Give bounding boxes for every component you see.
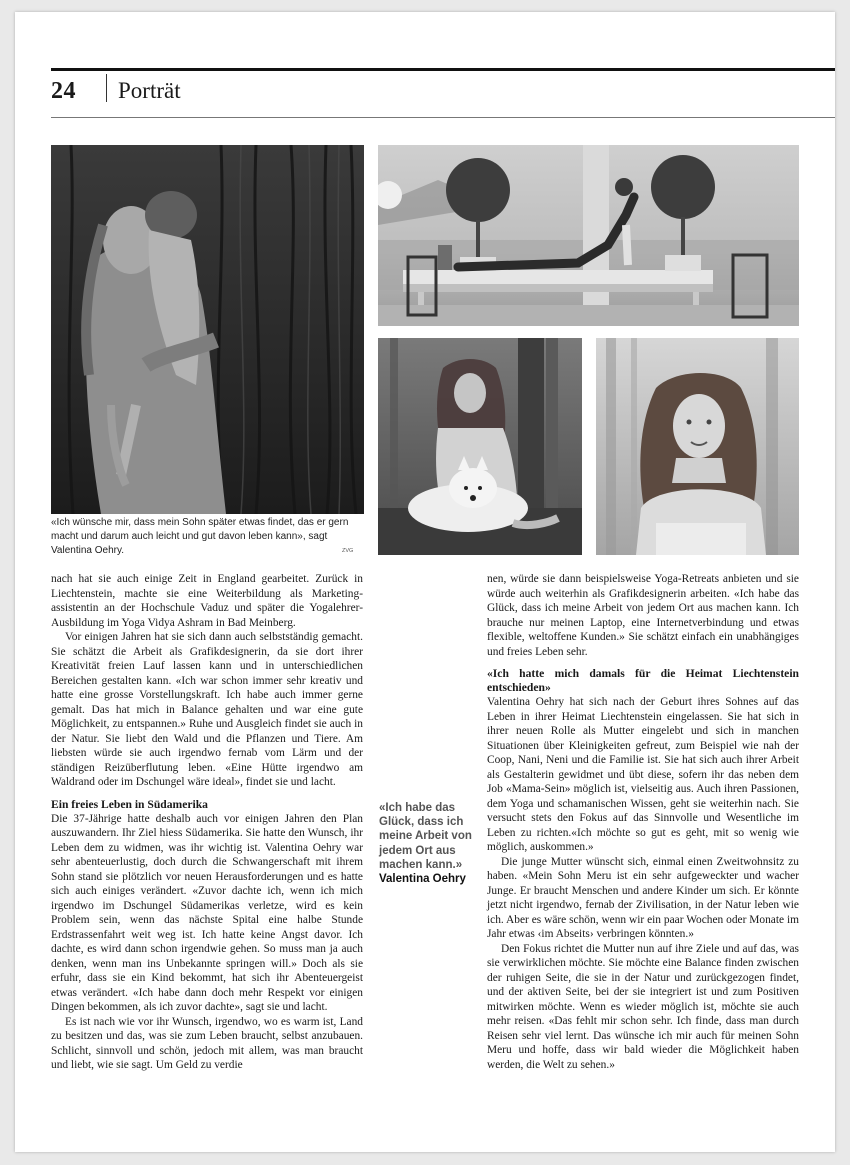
newspaper-page <box>15 12 835 1152</box>
subheading: Ein freies Leben in Südamerika <box>51 797 208 811</box>
top-rule <box>51 68 835 71</box>
photo-woman-dog <box>378 338 582 555</box>
page-number: 24 <box>51 78 76 104</box>
photo-portrait-forest <box>596 338 799 555</box>
paragraph: Vor einigen Jahren hat sie sich dann auch selbstständig gemacht. Sie schätzt die Arbeit als Grafikdesignerin, da sie dort ihrer Kreativität freien Lauf lassen kann und in unterschiedlichen Bereichen gestalten kann. «Ich war schon immer sehr kreativ und hatte eine grosse Vorstellungskraft. Ich habe auch immer gerne gemalt. Das hat mich in Balance gehalten und war eine gute Möglichkeit, zu entspannen.» Ruhe und Ausgleich findet sie auch in der Natur. Sie liebt den Wald und die Pflanzen und Tiere. Am liebsten würde sie auch irgendwo fernab vom Lärm und der ständigen Reizüberflutung leben. «Eine Hütte irgendwo am Waldrand oder im Dschungel wäre ideal», findet sie und lacht. <box>51 631 363 788</box>
photo-mother-child <box>51 145 364 514</box>
paragraph: nach hat sie auch einige Zeit in England gearbeitet. Zurück in Liechtenstein, machte sie eine Weiterbildung als Marketingassistentin an der Hochschule Vaduz und später die Yogalehrer-Ausbildung im Yoga Vidya Ashram in Bad Meinberg. <box>51 573 363 629</box>
header-divider <box>106 74 107 102</box>
paragraph: Die 37-Jährige hatte deshalb auch vor einigen Jahren den Plan auszuwandern. Ihr Ziel hiess Südamerika. Sie hatte den Wunsch, ihr Leben dem zu widmen, was ihr wichtig ist. Valentina Oehry war sehr abenteuerlustig, doch durch die Schwangerschaft mit ihrem Sohn stand sie plötzlich vor neuen Herausforderungen und es hatte sich auch einiges verändert. «Zuvor dachte ich, wenn ich mich irgendwo im Dschungel Südamerikas verletze, wird es kein Problem sein, wenn das nächste Spital eine halbe Stunde Erdstrassenfahrt weit weg ist. Ich hatte keine Angst davor. Ich dachte, es wird dann schon irgendwie gehen. So muss man ja auch denken, wenn man ins Unbekannte springen will.» Doch als sie erfuhr, dass sie ein Kind bekommt, hat sich ihr Abenteuergeist etwas verändert. «Ich habe dann doch mehr Respekt vor einigen Dingen bekommen, als ich zuvor dachte», sagt sie und lacht. <box>51 812 363 1013</box>
photo-credit: ZVG <box>342 548 354 554</box>
pull-quote <box>379 801 479 886</box>
pull-quote-author: Valentina Oehry <box>379 873 466 886</box>
article-column-left <box>51 572 363 1073</box>
paragraph: Es ist nach wie vor ihr Wunsch, irgendwo, wo es warm ist, Land zu besitzen und das, was sie zum Leben braucht, selbst anzubauen. Schlicht, sinnvoll und schön, jedoch mit allem, was man braucht und liebt, wie sie sagt. Um Geld zu verdie <box>51 1015 363 1071</box>
header-rule <box>51 117 835 118</box>
article-column-right <box>487 572 799 1072</box>
paragraph: nen, würde sie dann beispielsweise Yoga-Retreats anbieten und sie würde auch weiterhin als Grafikdesignerin arbeiten. «Ich habe das Glück, dass ich meine Arbeit von jedem Ort aus machen kann. Ich brauche nur meinen Laptop, eine Internetverbindung und etwas flexible, weltoffene Kunden.» Sie schätzt einfach ein unabhängiges und freies Leben sehr. <box>487 573 799 658</box>
paragraph: Die junge Mutter wünscht sich, einmal einen Zweitwohnsitz zu haben. «Mein Sohn Meru ist ein sehr aufgeweckter und wacher Junge. Er braucht Menschen und andere Kinder um sich. Er könnte jetzt nicht irgendwo, fernab der Zivilisation, in der Natur leben wie ich. Aber es wäre schön, wenn wir ein paar Wochen oder Monate im Jahr etwas ‹im Abseits› verbringen könnten.» <box>487 855 799 940</box>
pull-quote-text: «Ich habe das Glück, dass ich meine Arbeit von jedem Ort aus machen kann.» <box>379 802 472 871</box>
photo-yoga-platform <box>378 145 799 326</box>
subheading: «Ich hatte mich damals für die Heimat Liechtenstein entschieden» <box>487 667 799 694</box>
paragraph: Den Fokus richtet die Mutter nun auf ihre Ziele und auf das, was sie verwirklichen möchte. Sie möchte eine Balance finden zwischen der ruhigen Seite, die sie in der Natur und zurückgezogen findet, und der aktiven Seite, bei der sie integriert ist und zum Positiven mitwirken möchte. Wenn es wieder möglich ist, möchte sie auch mehr reisen. «Das fehlt mir schon sehr. Ich finde, dass man durch Reisen sehr viel lernt. Das wünsche ich mir auch für meinen Sohn Meru und hoffe, dass wir bald wieder die Möglichkeit haben werden, die Welt zu sehen.» <box>487 942 799 1071</box>
photo-caption: «Ich wünsche mir, dass mein Sohn später etwas findet, das er gern macht und darum auch leicht und gut davon leben kann», sagt Valentina Oehry. <box>51 517 349 556</box>
section-title: Porträt <box>118 78 181 103</box>
paragraph: Valentina Oehry hat sich nach der Geburt ihres Sohnes auf das Leben in ihrer Heimat Liechtenstein eingelassen. Sie hat sich in ihrer neuen Rolle als Mutter eingelebt und sich in manchen Situationen über Kleinigkeiten gefreut, zum Beispiel wie nah der Coop, Nani, Neni und die Familie ist. Sie hat sich auch ihrer Arbeit als Gestalterin gewidmet und übt diese, sofern ihr das neben dem Job «Mama-Sein» möglich ist, vielseitig aus. Auch ihren Passionen, dem Yoga und schamanischen Wissen, geht sie weiterhin nach. Sie versucht stets den Fokus auf das Sinnvolle und Wesentliche im Leben zu richten.«Ich möchte so gut es geht, mit so wenig wie möglich, auskommen.» <box>487 696 799 853</box>
